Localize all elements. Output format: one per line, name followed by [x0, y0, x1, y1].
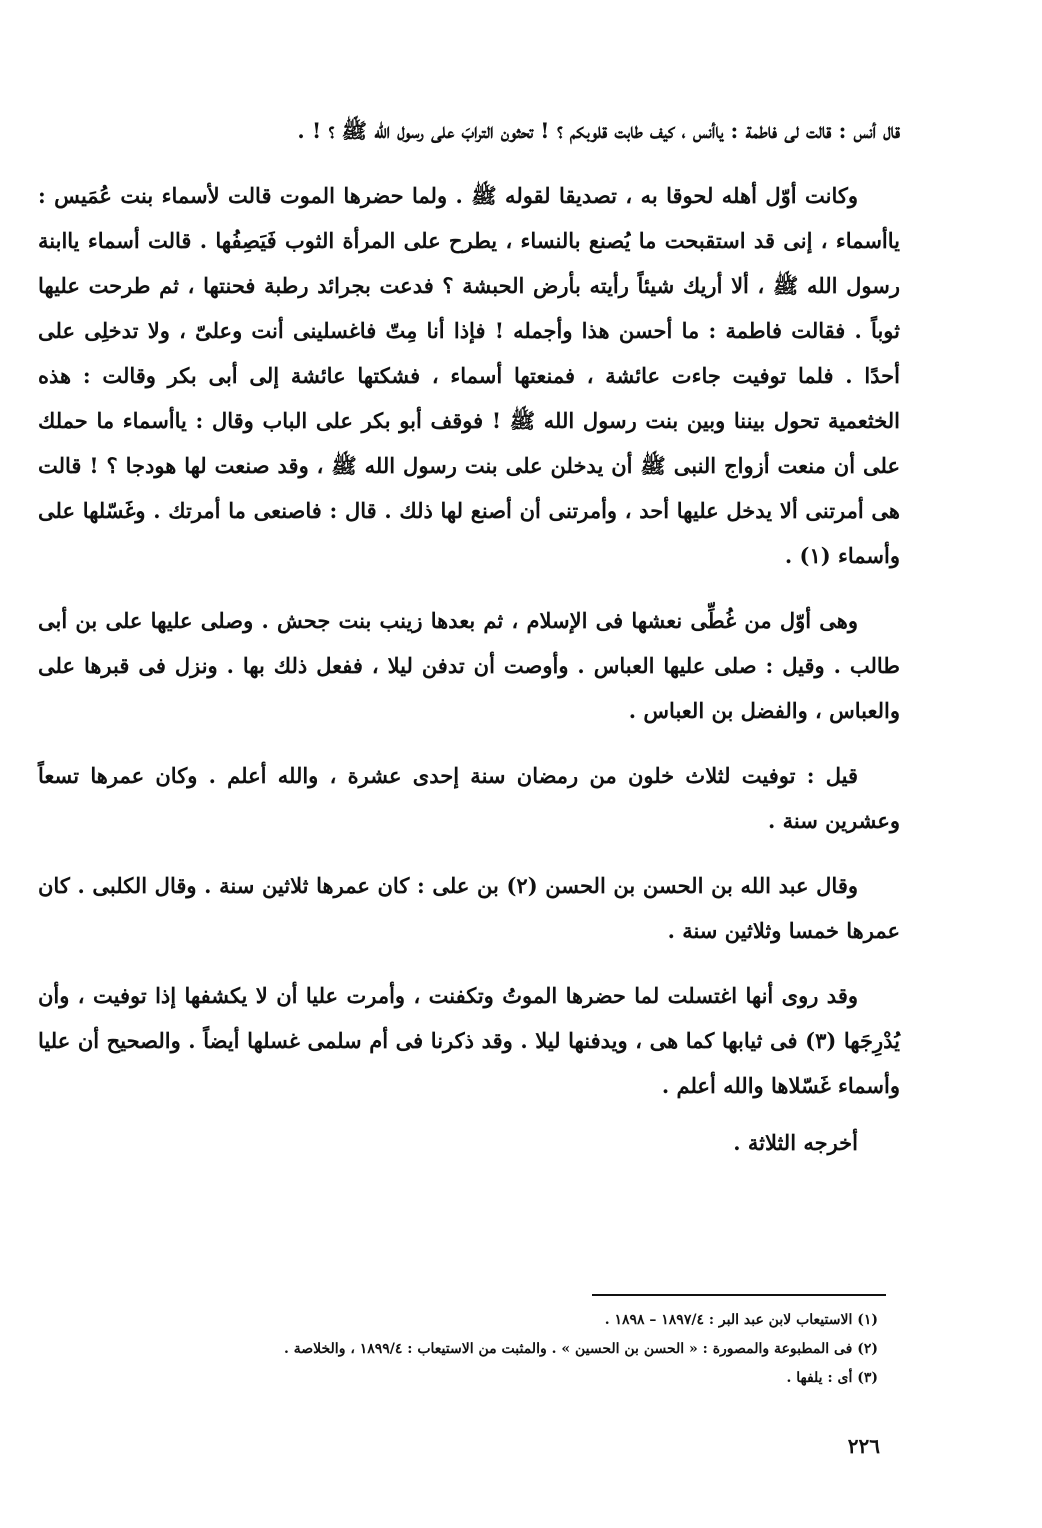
- paragraph-1: قال أنس : قالت لى فاطمة : ياأنس ، كيف طابت قلوبكم ؟ ! تحثون الترابَ على رسول الله ﷺ ؟ ! .: [297, 118, 900, 143]
- page-number: ٢٢٦: [847, 1434, 880, 1458]
- paragraph-6: وقد روى أنها اغتسلت لما حضرها الموتُ وتكفنت ، وأمرت عليا أن لا يكشفها إذا توفيت ، وأن يُدْرِجَها (٣) فى ثيابها كما هى ، ويدفنها ليلا . وقد ذكرنا فى أم سلمى غسلها أيضاً . والصحيح أن عليا وأسماء غَسّلاها والله أعلم .: [38, 983, 900, 1098]
- paragraph-2: وكانت أوّل أهله لحوقا به ، تصديقا لقوله ﷺ . ولما حضرها الموت قالت لأسماء بنت عُمَيس : ياأسماء ، إنى قد استقبحت ما يُصنع بالنساء ، يطرح على المرأة الثوب فَيَصِفُها . قالت أسماء ياابنة رسول الله ﷺ ، ألا أريك شيئاً رأيته بأرض الحبشة ؟ فدعت بجرائد رطبة فحنتها ، ثم طرحت عليها ثوباً . فقالت فاطمة : ما أحسن هذا وأجمله ! فإذا أنا مِتّ فاغسلينى أنت وعلىّ ، ولا تدخلِى على أحدًا . فلما توفيت جاءت عائشة ، فمنعتها أسماء ، فشكتها عائشة إلى أبى بكر وقالت : هذه الخثعمية تحول بيننا وبين بنت رسول الله ﷺ ! فوقف أبو بكر على الباب وقال : ياأسماء ما حملك على أن منعت أزواج النبى ﷺ أن يدخلن على بنت رسول الله ﷺ ، وقد صنعت لها هودجا ؟ ! قالت هى أمرتنى ألا يدخل عليها أحد ، وأمرتنى أن أصنع لها ذلك . قال : فاصنعى ما أمرتك . وغَسّلها على وأسماء (١) .: [38, 183, 900, 568]
- paragraph-3: وهى أوّل من غُطِّى نعشها فى الإسلام ، ثم بعدها زينب بنت جحش . وصلى عليها على بن أبى طالب . وقيل : صلى عليها العباس . وأوصت أن تدفن ليلا ، ففعل ذلك بها . ونزل فى قبرها على والعباس ، والفضل بن العباس .: [38, 608, 900, 723]
- footnote-1: (١) الاستيعاب لابن عبد البر : ١٨٩٧/٤ – ١٨٩٨ .: [604, 1312, 878, 1328]
- footnote-2: (٢) فى المطبوعة والمصورة : « الحسن بن الحسين » . والمثبت من الاستيعاب : ١٨٩٩/٤ ، والخلاصة .: [284, 1341, 878, 1357]
- paragraph-7: أخرجه الثلاثة .: [733, 1130, 858, 1155]
- footnote-divider: [592, 1294, 886, 1296]
- paragraph-4: قيل : توفيت لثلاث خلون من رمضان سنة إحدى عشرة ، والله أعلم . وكان عمرها تسعاً وعشرين سنة .: [38, 763, 900, 833]
- footnotes: [38, 1306, 878, 1393]
- main-text: [38, 108, 900, 1185]
- footnote-3: (٣) أى : يلفها .: [786, 1370, 878, 1386]
- paragraph-5: وقال عبد الله بن الحسن بن الحسن (٢) بن على : كان عمرها ثلاثين سنة . وقال الكلبى . كان عمرها خمسا وثلاثين سنة .: [38, 873, 900, 943]
